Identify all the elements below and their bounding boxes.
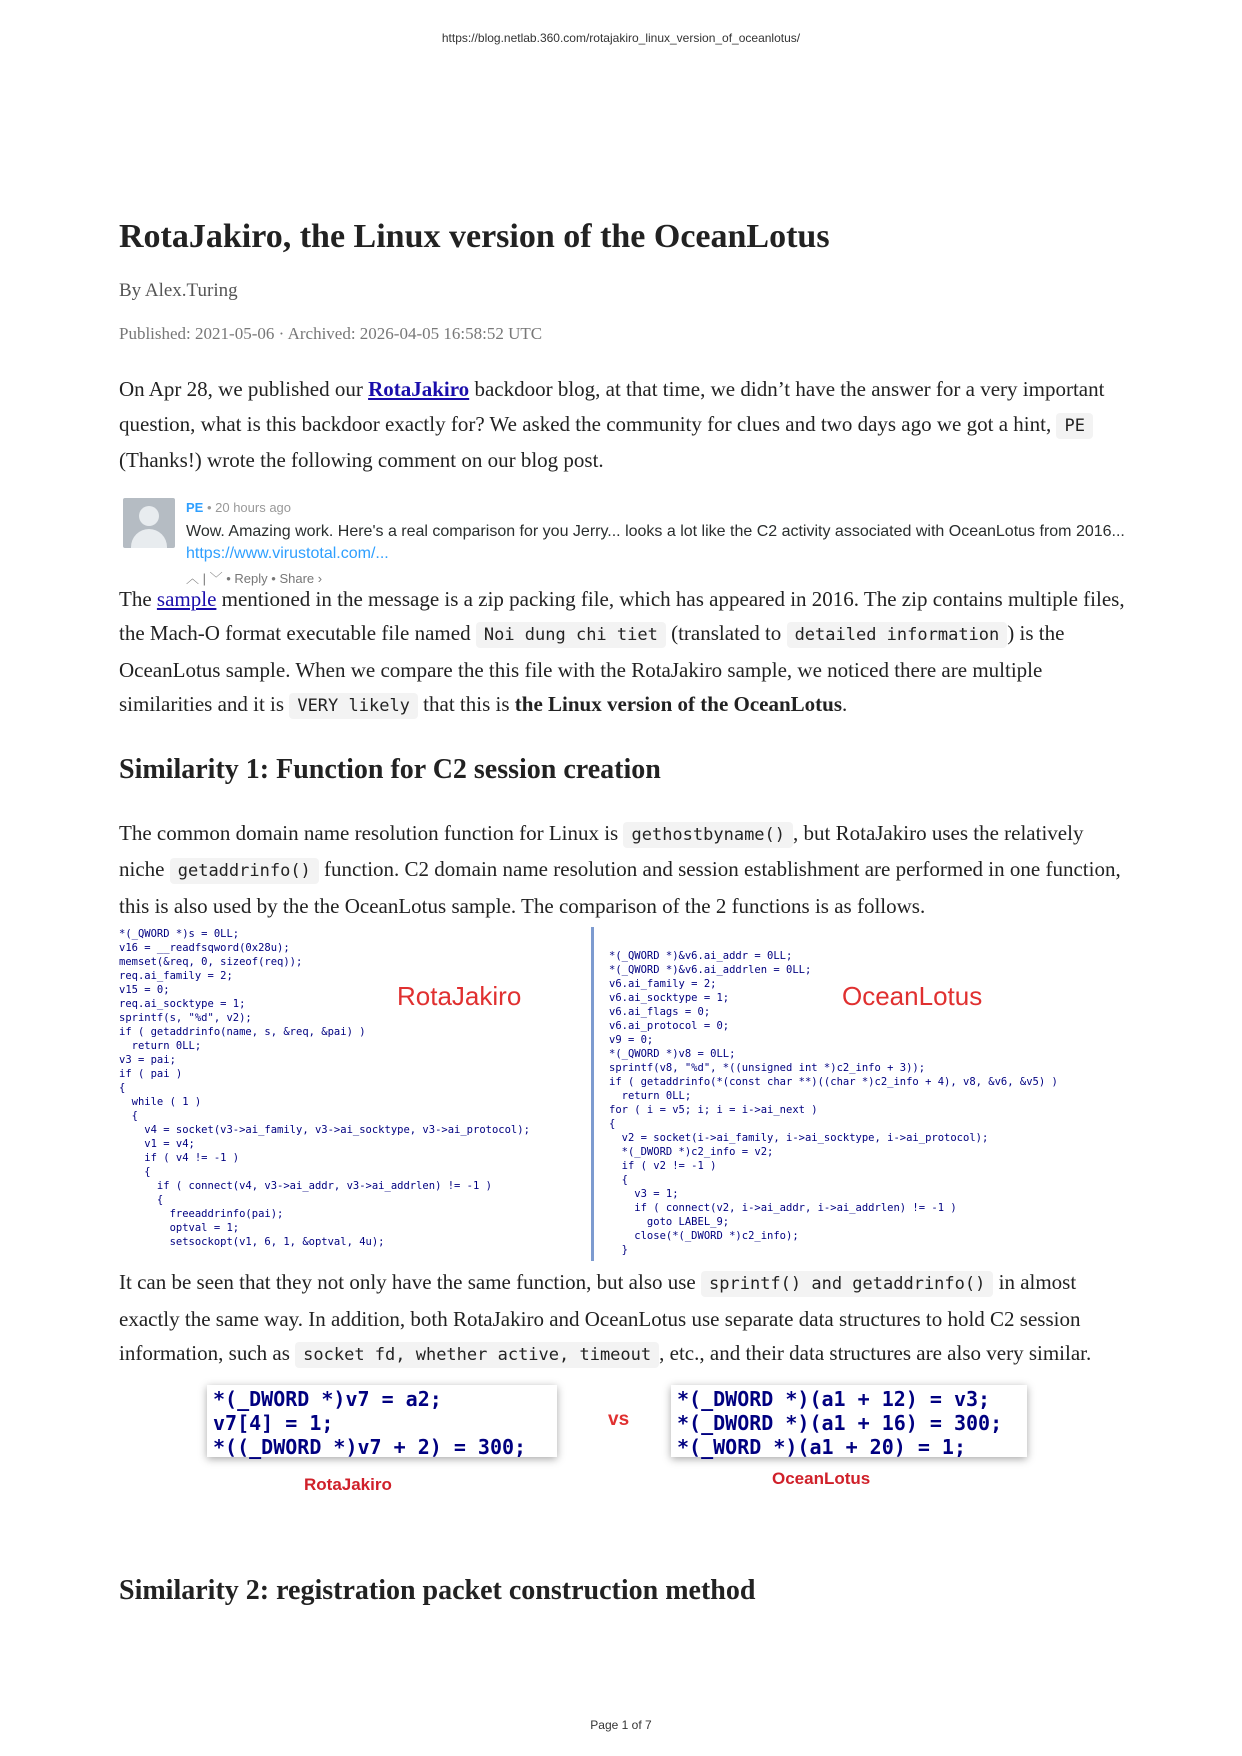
rotajakiro-code: *(_QWORD *)s = 0LL; v16 = __readfsqword(0x28u); memset(&req, 0, sizeof(req)); req.ai_family = 2; v15 = 0; req.ai_socktype = 1; sprintf(s, "%d", v2); if ( getaddrinfo(name, s, &req, &pai) ) return 0LL; v3 = pai; if ( pai ) { while ( 1 ) { v4 = socket(v3->ai_family, v3->ai_socktype, v3->ai_protocol); v1 = v4; if ( v4 != -1 ) { if ( connect(v4, v3->ai_addr, v3->ai_addrlen) != -1 ) { freeaddrinfo(pai); optval = 1; setsockopt(v1, 6, 1, &optval, 4u); <box>119 928 530 1248</box>
oceanlotus-struct-label: OceanLotus <box>772 1468 871 1488</box>
pe-code: PE <box>1056 413 1092 439</box>
after-text-2: in almost exactly the same way. In addition, both RotaJakiro and OceanLotus use separate data structures to hold C2 session information, such as <box>119 1270 1081 1365</box>
share-link: Share › <box>279 570 323 586</box>
sim1-text-3: function. C2 domain name resolution and session establishment are performed in one function, this is also used by the the OceanLotus sample. The comparison of the 2 functions is as follows. <box>119 857 1121 918</box>
rotajakiro-label: RotaJakiro <box>397 981 522 1011</box>
gethostbyname-code: gethostbyname() <box>623 822 793 848</box>
vs-label: vs <box>608 1408 630 1430</box>
avatar <box>123 498 175 548</box>
translation-code: detailed information <box>787 622 1008 648</box>
struct-fields-code: socket fd, whether active, timeout <box>295 1342 659 1368</box>
after-text-1: It can be seen that they not only have the same function, but also use <box>119 1270 702 1294</box>
intro-text-2: backdoor blog, at that time, we didn’t have the answer for a very important question, what is this backdoor exactly for? We asked the community for clues and two days ago we got a hint, <box>119 377 1105 436</box>
code-comparison-figure <box>115 923 1133 1263</box>
conclusion-bold: the Linux version of the OceanLotus <box>514 692 843 716</box>
intro-text-3: (Thanks!) wrote the following comment on our blog post. <box>119 448 604 472</box>
sim1-text-1: The common domain name resolution function for Linux is <box>119 820 624 845</box>
oceanlotus-label: OceanLotus <box>842 981 983 1011</box>
rotajakiro-struct-code: *(_DWORD *)v7 = a2; v7[4] = 1; *((_DWORD *)v7 + 2) = 300; <box>207 1385 557 1457</box>
oceanlotus-code: *(_QWORD *)&v6.ai_addr = 0LL; *(_QWORD *)&v6.ai_addrlen = 0LL; v6.ai_family = 2; v6.ai_socktype = 1; v6.ai_flags = 0; v6.ai_protocol = 0; v9 = 0; *(_QWORD *)v8 = 0LL; sprintf(v8, "%d", *((unsigned int *)c2_info + 3)); if ( getaddrinfo(*(const char **)((char *)c2_info + 4), v8, &v6, &v5) ) return 0LL; for ( i = v5; i; i = i->ai_next ) { v2 = socket(i->ai_family, i->ai_socktype, i->ai_protocol); *(_DWORD *)c2_info = v2; if ( v2 != -1 ) { v3 = 1; if ( connect(v2, i->ai_addr, i->ai_addrlen) != -1 ) goto LABEL_9; close(*(_DWORD *)c2_info); } <box>609 950 1058 1256</box>
comment-time: 20 hours ago <box>215 499 292 515</box>
very-likely-code: VERY likely <box>289 693 418 719</box>
struct-comparison-figure <box>119 1385 1129 1525</box>
sample-text-6: . <box>842 692 848 716</box>
section-heading-1: Similarity 1: Function for C2 session creation <box>119 753 661 785</box>
comment-author: PE <box>186 499 204 515</box>
source-url: https://blog.netlab.360.com/rotajakiro_linux_version_of_oceanlotus/ <box>441 31 801 45</box>
rotajakiro-struct-label: RotaJakiro <box>304 1474 392 1494</box>
publish-meta: Published: 2021-05-06 · Archived: 2026-04-05 16:58:52 UTC <box>119 324 543 343</box>
sim1-text-2: , but RotaJakiro uses the relatively niche <box>119 820 1084 881</box>
intro-paragraph <box>119 372 1129 478</box>
sample-text-4: ) is the OceanLotus sample. When we compare the this file with the RotaJakiro sample, we noticed there are multiple similarities and it is <box>119 621 1065 716</box>
comparison-paragraph <box>119 1265 1129 1373</box>
comment-screenshot <box>119 486 1129 586</box>
sprintf-code: sprintf() and getaddrinfo() <box>701 1271 993 1297</box>
figure-divider <box>591 927 594 1261</box>
chevron-down-icon: ﹀ <box>209 570 223 586</box>
page-number: Page 1 of 7 <box>590 1718 652 1732</box>
sample-text-2: mentioned in the message is a zip packing file, which has appeared in 2016. The zip contains multiple files, the Mach-O format executable file named <box>119 586 1125 645</box>
sample-text-5: that this is <box>417 692 515 716</box>
oceanlotus-struct-code: *(_DWORD *)(a1 + 12) = v3; *(_DWORD *)(a1 + 16) = 300; *(_WORD *)(a1 + 20) = 1; <box>671 1385 1027 1457</box>
comment-actions: ︿ | ﹀ • Reply • Share › <box>186 570 323 586</box>
byline: By Alex.Turing <box>119 280 238 301</box>
sample-text-1: The <box>119 586 157 611</box>
chevron-up-icon: ︿ <box>186 570 200 586</box>
comment-header: PE • 20 hours ago <box>186 499 292 515</box>
similarity1-paragraph <box>119 816 1129 924</box>
sample-text-3: (translated to <box>665 621 787 645</box>
sample-paragraph <box>119 582 1129 724</box>
comment-link: https://www.virustotal.com/... <box>186 544 389 562</box>
filename-code: Noi dung chi tiet <box>476 622 666 648</box>
getaddrinfo-code: getaddrinfo() <box>170 858 319 884</box>
sample-link[interactable]: sample <box>156 586 217 611</box>
intro-text-1: On Apr 28, we published our <box>119 377 369 401</box>
rotajakiro-link[interactable]: RotaJakiro <box>368 377 470 401</box>
article-title: RotaJakiro, the Linux version of the OceanLotus <box>119 218 830 255</box>
reply-link: Reply <box>234 570 268 586</box>
section-heading-2: Similarity 2: registration packet construction method <box>119 1574 756 1606</box>
article <box>119 210 1129 1607</box>
after-text-3: , etc., and their data structures are also very similar. <box>659 1341 1092 1365</box>
comment-text: Wow. Amazing work. Here's a real comparison for you Jerry... looks a lot like the C2 activity associated with OceanLotus from 2016... <box>186 522 1125 540</box>
